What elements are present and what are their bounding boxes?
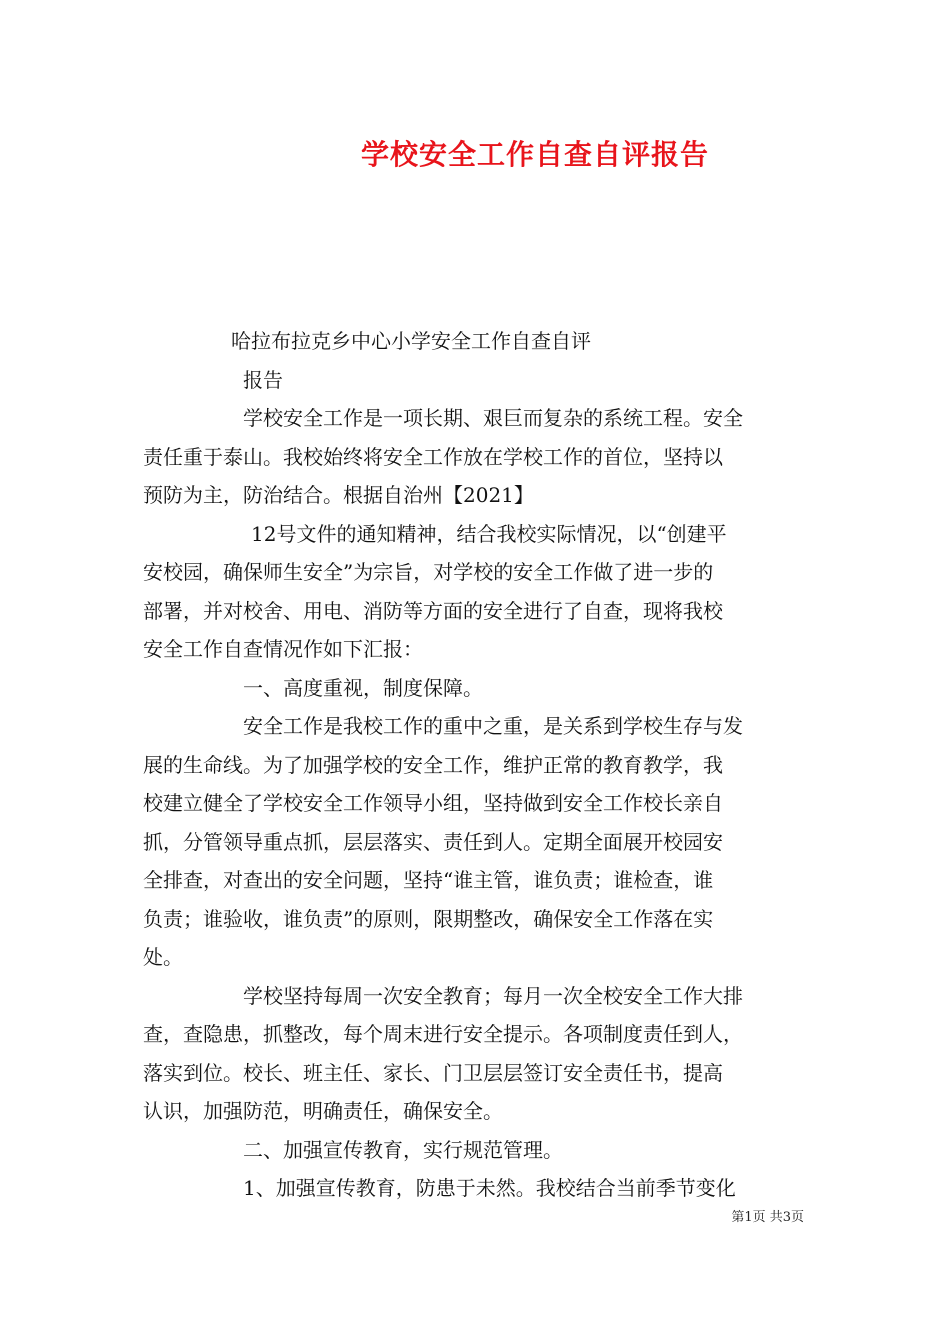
section-heading: 二、加强宣传教育，实行规范管理。	[243, 1137, 563, 1162]
paragraph-line: 展的生命线。为了加强学校的安全工作，维护正常的教育教学，我	[143, 752, 723, 777]
paragraph-line: 全排查，对查出的安全问题，坚持“谁主管，谁负责；谁检查，谁	[143, 868, 714, 892]
section-heading: 一、高度重视，制度保障。	[243, 675, 483, 700]
subtitle-line: 报告	[243, 367, 283, 392]
paragraph-line: 校建立健全了学校安全工作领导小组，坚持做到安全工作校长亲自	[143, 791, 723, 815]
document-title: 学校安全工作自查自评报告	[360, 138, 709, 171]
paragraph-line: 12号文件的通知精神，结合我校实际情况，以“创建平	[251, 521, 727, 546]
paragraph-line: 安全工作是我校工作的重中之重，是关系到学校生存与发	[243, 714, 743, 738]
paragraph-line: 负责；谁验收，谁负责”的原则，限期整改，确保安全工作落在实	[143, 906, 714, 931]
paragraph-line: 学校坚持每周一次安全教育；每月一次全校安全工作大排	[243, 983, 743, 1008]
paragraph-line: 1、加强宣传教育，防患于未然。我校结合当前季节变化	[243, 1176, 736, 1200]
paragraph-line: 处。	[143, 945, 183, 969]
paragraph-line: 学校安全工作是一项长期、艰巨而复杂的系统工程。安全	[243, 406, 743, 430]
paragraph-line: 安全工作自查情况作如下汇报：	[143, 637, 423, 661]
paragraph-line: 部署，并对校舍、用电、消防等方面的安全进行了自查，现将我校	[143, 598, 723, 623]
paragraph-line: 查，查隐患，抓整改，每个周末进行安全提示。各项制度责任到人，	[143, 1022, 743, 1046]
paragraph-line: 认识，加强防范，明确责任，确保安全。	[143, 1099, 503, 1123]
page-number: 第1页 共3页	[731, 1210, 804, 1225]
paragraph-line: 预防为主，防治结合。根据自治州【2021】	[143, 483, 534, 507]
paragraph-line: 抓，分管领导重点抓，层层落实、责任到人。定期全面展开校园安	[143, 829, 723, 854]
paragraph-line: 安校园，确保师生安全”为宗旨，对学校的安全工作做了进一步的	[143, 560, 714, 584]
paragraph-line: 落实到位。校长、班主任、家长、门卫层层签订安全责任书，提高	[143, 1060, 723, 1085]
document-body	[143, 322, 813, 1208]
subtitle-line: 哈拉布拉克乡中心小学安全工作自查自评	[231, 329, 591, 353]
paragraph-line: 责任重于泰山。我校始终将安全工作放在学校工作的首位，坚持以	[143, 444, 723, 469]
